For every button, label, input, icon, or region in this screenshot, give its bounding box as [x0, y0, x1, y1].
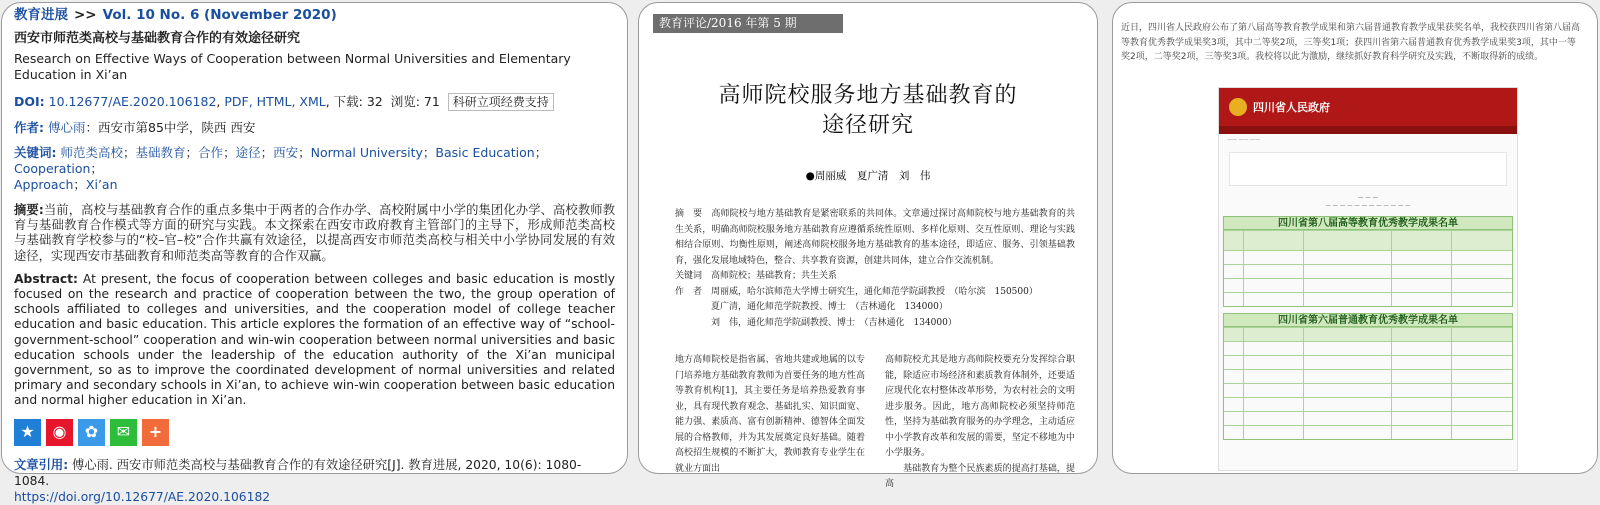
paper-body-col2: 高师院校尤其是地方高师院校要充分发挥综合职能，除适应市场经济和素质教育体制外，还要适应现代化农村整体改革形势，为农村社会的文明进步服务。因此，地方高师院校必须坚持师范性，坚持为基础教育服务的办学理念，主动适应中小学教育改革和发展的需要，坚定不移地为中小学服务。 基础教育为整个民族素质的提高打基础，提高 — [885, 355, 1075, 489]
paper-author-info: 作 者 周丽威，哈尔滨师范大学博士研究生，通化师范学院副教授 （哈尔滨 150500） — [675, 286, 1038, 297]
paper-authors: ●周丽威 夏广清 刘 伟 — [805, 170, 931, 182]
abstract-en-label: Abstract: — [14, 271, 78, 286]
weibo-icon[interactable]: ◉ — [46, 419, 73, 446]
download-count: 下载: 32 — [333, 94, 383, 109]
paper-title — [639, 81, 1097, 141]
journal-link[interactable]: 教育进展 — [14, 7, 68, 23]
issue-link[interactable]: Vol. 10 No. 6 (November 2020) — [102, 7, 337, 23]
paper-author-info: 刘 伟，通化师范学院副教授、博士 （吉林通化 134000） — [711, 317, 957, 328]
table-row — [1224, 383, 1512, 397]
view-count: 浏览: 71 — [390, 94, 440, 109]
journal-breadcrumb — [14, 7, 615, 23]
table-row — [1224, 397, 1512, 411]
share-bar — [14, 419, 615, 446]
paper-abstract: 摘 要 高师院校与地方基础教育是紧密联系的共同体。文章通过探讨高师院校与地方基础教育的共生关系，明确高师院校服务地方基础教育应遵循系统性原则、多样化原则、交互性原则、理论与实践相结合原则、均衡性原则，阐述高师院校服务地方基础教育的基本途径，即适应、服务、引领基础教育，强化发展地域特色，整合、共享教育资源，创建共同体，建立合作交流机制。 — [675, 209, 1075, 266]
news-intro: 近日，四川省人民政府公布了第八届高等教育教学成果和第六届普通教育教学成果获奖名单，我校获四川省第八届高等教育优秀教学成果奖3项，其中二等奖2项，三等奖1项；获四川省第六届普通教育优秀教学成果奖3项，其中一等奖2项，二等奖2项，三等奖3项。我校将以此为激励，继续抓好教育科学研究及实践，不断取得新的成绩。 — [1121, 23, 1581, 62]
keyword-link[interactable]: 合作 — [198, 145, 224, 160]
table-row — [1224, 355, 1512, 369]
keyword-link[interactable]: 途径 — [235, 145, 261, 160]
gov-meta-box — [1229, 152, 1507, 186]
author-link[interactable]: 傅心雨 — [47, 120, 86, 135]
breadcrumb-separator: >> — [74, 7, 97, 23]
article-page-panel — [1, 2, 628, 504]
author-line — [14, 120, 615, 136]
paper-body — [675, 353, 1075, 493]
paper-author-info: 夏广清，通化师范学院教授、博士 （吉林通化 134000） — [711, 302, 948, 312]
paper-keywords: 关键词 高师院校；基础教育；共生关系 — [675, 271, 838, 281]
keyword-link[interactable]: Basic Education — [435, 145, 535, 160]
scanned-paper-panel — [638, 2, 1098, 489]
qzone-icon[interactable]: ✿ — [78, 419, 105, 446]
citation-block — [14, 457, 615, 505]
gov-emblem-icon — [1229, 98, 1247, 116]
paper-title-line2: 途径研究 — [821, 113, 914, 138]
author-affiliation: ：西安市第85中学，陕西 西安 — [85, 120, 256, 135]
abstract-cn-text: 当前，高校与基础教育合作的重点多集中于两者的合作办学、高校附属中小学的集团化办学、高校教师教育与基础教育合作模式等方面的研究与实践。本文探索在西安市政府教育主管部门的主导下，形成师范类高校与基础教育学校参与的“校–官–校”合作共赢有效途径，以提高西安市师范类高校与相关中小学协同发展的有效途径，实现西安市基础教育和师范类高等教育的合作双赢。 — [14, 203, 615, 263]
fund-support-button[interactable]: 科研立项经费支持 — [448, 93, 554, 111]
keyword-link[interactable]: Approach — [14, 177, 74, 192]
higher-ed-table — [1223, 230, 1513, 307]
table-row — [1224, 369, 1512, 383]
table-row — [1224, 341, 1512, 355]
paper-title-line1: 高师院校服务地方基础教育的 — [718, 83, 1018, 108]
keyword-link[interactable]: 师范类高校 — [60, 145, 123, 160]
gov-nav-bar — [1219, 126, 1517, 134]
table-row — [1224, 250, 1512, 264]
journal-header-bar: 教育评论/2016 年第 5 期 — [653, 14, 843, 33]
wechat-icon[interactable]: ✉ — [110, 419, 137, 446]
table-header-row — [1224, 230, 1512, 250]
format-links[interactable]: PDF, HTML, XML — [224, 94, 326, 109]
citation-label: 文章引用: — [14, 457, 69, 472]
table-row — [1224, 292, 1512, 306]
abstract-en — [14, 272, 615, 409]
table-row — [1224, 411, 1512, 425]
more-share-icon[interactable]: + — [142, 419, 169, 446]
keyword-link[interactable]: 西安 — [273, 145, 299, 160]
author-label: 作者: — [14, 120, 44, 135]
table-row — [1224, 425, 1512, 439]
doi-line: DOI: 10.12677/AE.2020.106182, PDF, HTML, XML, 下载: 32 浏览: 71 科研立项经费支持 — [14, 93, 615, 111]
keyword-link[interactable]: Xi’an — [85, 177, 118, 192]
gov-notice-text: — — — — — — — — — — — — — — — — [1325, 195, 1411, 209]
abstract-en-text: At present, the focus of cooperation between colleges and basic education is mostly focused on the research and practice of cooperation between the two, the group operation of schools affiliated to colleges and universities, and the cooperation model of college teacher education and basic education. This article explores the formation of an effective way of “school-government-school” cooperation and win-win cooperation between normal universities and basic education schools under the leadership of the education authority of the Xi’an municipal government, so as to improve the coordinated development of normal universities and related primary and secondary schools in Xi’an, to achieve win-win cooperation between basic education and normal higher education in Xi’an. — [14, 271, 615, 408]
citation-doi-link[interactable]: https://doi.org/10.12677/AE.2020.106182 — [14, 489, 271, 504]
article-title-en: Research on Effective Ways of Cooperation between Normal Universities and Elementary Education in Xi’an — [14, 51, 571, 82]
higher-ed-table-title: 四川省第八届高等教育优秀教学成果名单 — [1223, 216, 1513, 230]
paper-body-col1: 地方高师院校是指省属、省地共建或地属的以专门培养地方基础教育教师为首要任务的地方性高等教育机构[1]，其主要任务是培养热爱教育事业，具有现代教育观念、基础扎实、知识面宽、能力强、素质高、富有创新精神、德智体全面发展的合格教师，并为其发展奠定良好基础。随着高校招生规模的不断扩大，教师教育专业学生在就业方面出 — [675, 355, 865, 474]
abstract-cn — [14, 203, 615, 264]
gov-header — [1219, 88, 1517, 126]
keyword-link[interactable]: Normal University — [310, 145, 423, 160]
article-title-cn: 西安市师范类高校与基础教育合作的有效途径研究 — [14, 31, 301, 46]
abstract-cn-label: 摘要: — [14, 203, 44, 217]
doi-label: DOI: — [14, 94, 45, 109]
keywords-label: 关键词: — [14, 145, 57, 160]
keywords-block: 关键词: 师范类高校；基础教育；合作；途径；西安；Normal University；Basic Education；Cooperation； Approach；Xi’an — [14, 145, 548, 192]
table-row — [1224, 264, 1512, 278]
citation-text: 傅心雨. 西安市师范类高校与基础教育合作的有效途径研究[J]. 教育进展, 2020, 10(6): 1080-1084. — [14, 457, 582, 488]
table-header-row — [1224, 327, 1512, 341]
doi-link[interactable]: 10.12677/AE.2020.106182 — [48, 94, 217, 109]
general-ed-table — [1223, 327, 1513, 440]
keyword-link[interactable]: 基础教育 — [135, 145, 186, 160]
keyword-link[interactable]: Cooperation — [14, 161, 91, 176]
table-row — [1224, 278, 1512, 292]
gov-header-title: 四川省人民政府 — [1253, 101, 1330, 114]
news-panel — [1112, 2, 1598, 474]
general-ed-table-title: 四川省第六届普通教育优秀教学成果名单 — [1223, 313, 1513, 327]
paper-abstract-block — [675, 207, 1075, 331]
gov-announcement-image — [1218, 87, 1518, 471]
star-share-icon[interactable]: ★ — [14, 419, 41, 446]
gov-breadcrumb: —— —— —— — [1227, 137, 1261, 143]
